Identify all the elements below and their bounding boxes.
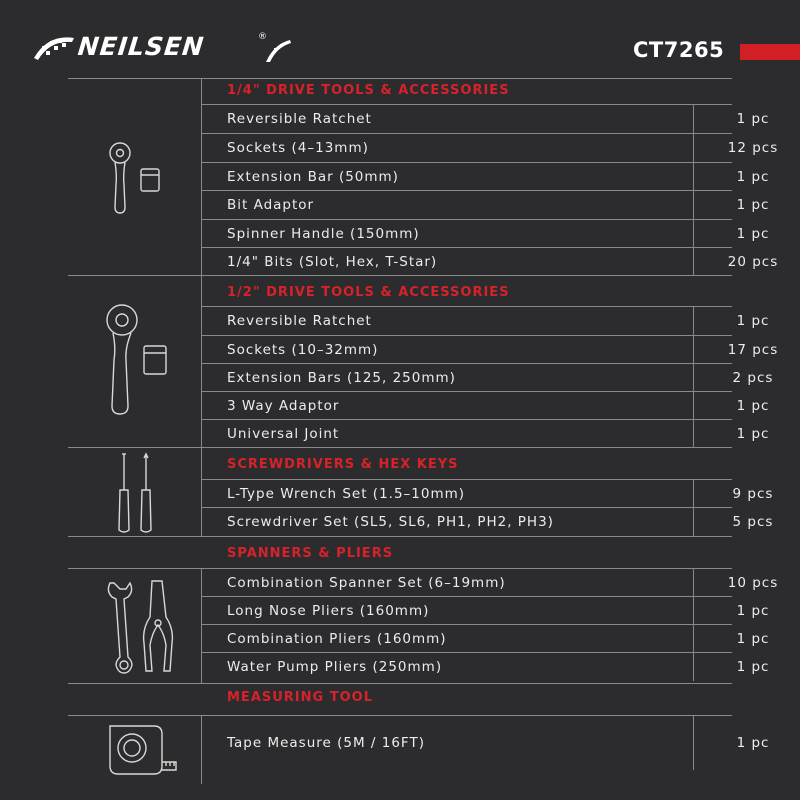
item-name: Long Nose Pliers (160mm) — [227, 603, 430, 619]
section-half-drive — [68, 276, 779, 447]
item-name: Screwdriver Set (SL5, SL6, PH1, PH2, PH3) — [227, 514, 554, 530]
item-qty: 1 pc — [736, 735, 770, 751]
table-row — [201, 335, 779, 364]
item-qty: 10 pcs — [727, 575, 779, 591]
table-row — [201, 391, 770, 420]
ratchet-socket-icon — [106, 135, 176, 225]
item-qty: 1 pc — [736, 426, 770, 442]
item-name: Reversible Ratchet — [227, 111, 372, 127]
section-title: SPANNERS & PLIERS — [227, 546, 394, 561]
item-qty: 1 pc — [736, 603, 770, 619]
item-name: Combination Pliers (160mm) — [227, 631, 447, 647]
table-row — [201, 568, 779, 597]
item-qty: 1 pc — [736, 398, 770, 414]
item-qty: 5 pcs — [732, 514, 774, 530]
section-title: 1/2" DRIVE TOOLS & ACCESSORIES — [227, 285, 510, 300]
item-qty: 20 pcs — [727, 254, 779, 270]
table-row — [201, 479, 774, 508]
registered-mark: ® — [258, 32, 267, 42]
section-quarter-drive — [68, 79, 779, 275]
tape-measure-icon — [102, 720, 182, 780]
item-name: Combination Spanner Set (6–19mm) — [227, 575, 506, 591]
brand-logo — [28, 28, 288, 72]
item-name: L-Type Wrench Set (1.5–10mm) — [227, 486, 466, 502]
table-row — [201, 247, 779, 276]
item-name: Reversible Ratchet — [227, 313, 372, 329]
table-row — [201, 624, 770, 653]
item-name: Extension Bar (50mm) — [227, 169, 399, 185]
table-row — [201, 596, 770, 625]
table-row — [201, 715, 770, 770]
checkered-flag-icon-right — [264, 34, 294, 64]
table-row — [201, 306, 770, 335]
section-title: SCREWDRIVERS & HEX KEYS — [227, 457, 459, 472]
item-name: Sockets (10–32mm) — [227, 342, 379, 358]
model-number: CT7265 — [633, 38, 725, 62]
section-title: 1/4" DRIVE TOOLS & ACCESSORIES — [227, 83, 510, 98]
item-qty: 1 pc — [736, 197, 770, 213]
item-qty: 17 pcs — [727, 342, 779, 358]
section-measuring — [68, 684, 770, 784]
table-row — [201, 419, 770, 448]
accent-bar — [740, 44, 800, 60]
section-spanners — [68, 537, 779, 683]
table-row — [201, 507, 774, 536]
item-qty: 1 pc — [736, 226, 770, 242]
item-name: Sockets (4–13mm) — [227, 140, 369, 156]
large-ratchet-socket-icon — [102, 298, 182, 418]
table-row — [201, 363, 774, 392]
item-qty: 2 pcs — [732, 370, 774, 386]
spanner-pliers-icon — [102, 577, 182, 677]
item-qty: 12 pcs — [727, 140, 779, 156]
item-qty: 9 pcs — [732, 486, 774, 502]
item-name: Bit Adaptor — [227, 197, 315, 213]
table-row — [201, 104, 770, 133]
table-row — [201, 219, 770, 248]
table-row — [201, 190, 770, 219]
item-name: Tape Measure (5M / 16FT) — [227, 735, 425, 751]
item-qty: 1 pc — [736, 313, 770, 329]
header — [0, 0, 800, 78]
item-qty: 1 pc — [736, 631, 770, 647]
brand-name: NEILSEN — [76, 32, 206, 61]
screwdrivers-icon — [112, 452, 162, 534]
table-row — [201, 652, 770, 681]
section-screwdrivers — [68, 448, 774, 536]
item-name: Spinner Handle (150mm) — [227, 226, 420, 242]
item-qty: 1 pc — [736, 111, 770, 127]
item-name: Water Pump Pliers (250mm) — [227, 659, 443, 675]
item-name: 1/4" Bits (Slot, Hex, T-Star) — [227, 254, 438, 270]
table-row — [201, 162, 770, 191]
item-qty: 1 pc — [736, 659, 770, 675]
table-row — [201, 133, 779, 162]
item-name: Extension Bars (125, 250mm) — [227, 370, 456, 386]
item-name: Universal Joint — [227, 426, 340, 442]
section-title: MEASURING TOOL — [227, 690, 373, 705]
item-qty: 1 pc — [736, 169, 770, 185]
item-name: 3 Way Adaptor — [227, 398, 340, 414]
